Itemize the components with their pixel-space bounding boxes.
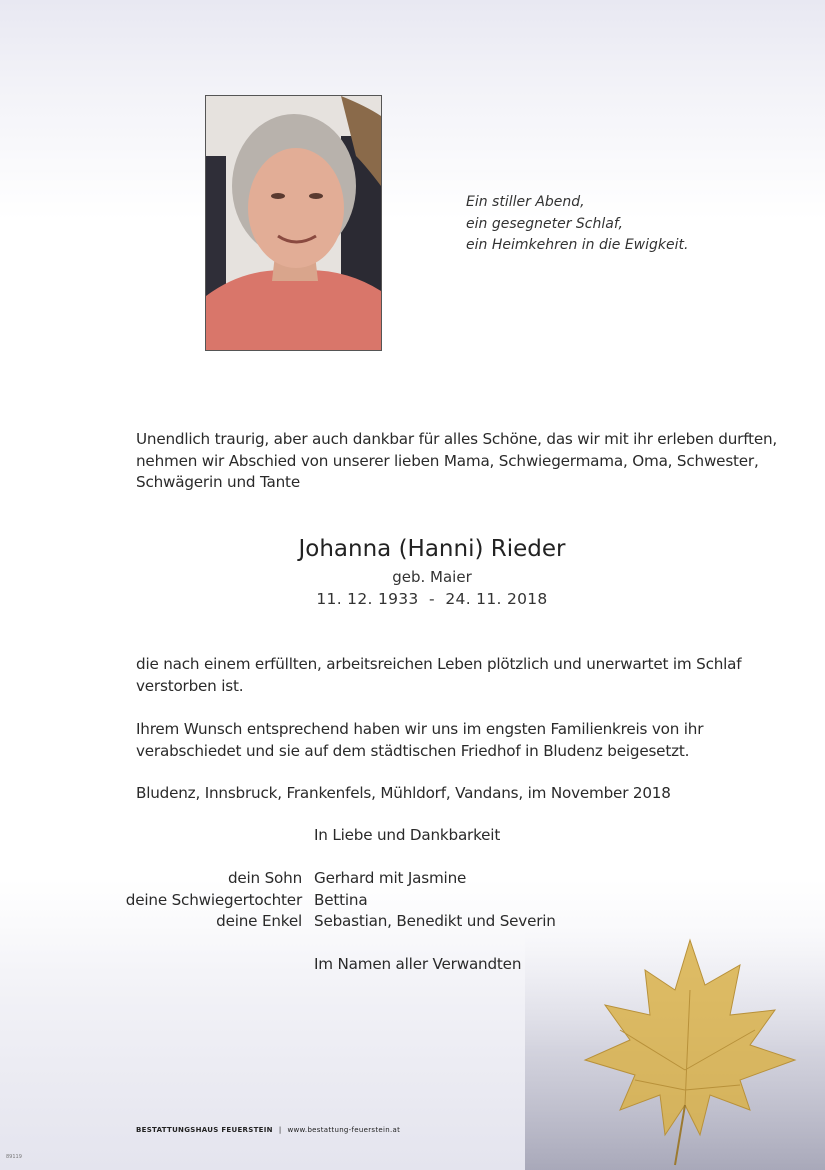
funeral-home-name: BESTATTUNGSHAUS FEUERSTEIN [136, 1126, 273, 1134]
relation-names: Gerhard mit Jasmine [314, 869, 467, 887]
quote-line: ein gesegneter Schlaf, [466, 215, 623, 232]
portrait-photo [205, 95, 382, 351]
intro-line: Schwägerin und Tante [136, 473, 300, 492]
quote-line: ein Heimkehren in die Ewigkeit. [466, 237, 689, 253]
body-line: Ihrem Wunsch entsprechend haben wir uns im engsten Familienkreis von ihr [136, 720, 704, 738]
body-paragraph-2 [136, 719, 736, 762]
quote-line: Ein stiller Abend, [466, 194, 585, 210]
place-date [136, 783, 736, 805]
intro-paragraph [136, 429, 778, 494]
footer-url[interactable]: www.bestattung-feuerstein.at [287, 1126, 401, 1134]
body-line: die nach einem erfüllten, arbeitsreichen Leben plötzlich und unerwartet im Schlaf [136, 655, 742, 673]
relation-label: dein Sohn [227, 869, 302, 887]
footer [136, 1126, 400, 1134]
life-dates: 11. 12. 1933 - 24. 11. 2018 [316, 590, 548, 608]
relation-label: deine Enkel [216, 912, 302, 930]
maple-leaf-icon [525, 930, 825, 1170]
body-line: verabschiedet und sie auf dem städtischen Friedhof in Bludenz beigesetzt. [136, 741, 690, 760]
relation-names: Bettina [314, 891, 368, 909]
intro-line: Unendlich traurig, aber auch dankbar für alles Schöne, das wir mit ihr erleben durften, [136, 430, 778, 448]
relation-names: Sebastian, Benedikt und Severin [314, 912, 556, 930]
body-line: verstorben ist. [136, 676, 244, 695]
closing: Im Namen aller Verwandten [314, 955, 522, 973]
deceased-name: Johanna (Hanni) Rieder [298, 536, 566, 562]
greeting: In Liebe und Dankbarkeit [314, 826, 501, 844]
birth-name: geb. Maier [392, 568, 472, 586]
relation-label: deine Schwiegertochter [125, 891, 302, 909]
quote [466, 192, 688, 257]
footer-separator: | [278, 1126, 282, 1134]
intro-line: nehmen wir Abschied von unserer lieben Mama, Schwiegermama, Oma, Schwester, [136, 451, 759, 470]
portrait-illustration [206, 96, 381, 350]
body-paragraph-1 [136, 654, 742, 697]
place-date-text: Bludenz, Innsbruck, Frankenfels, Mühldorf, Vandans, im November 2018 [136, 784, 671, 802]
print-code: 89119 [6, 1154, 22, 1160]
